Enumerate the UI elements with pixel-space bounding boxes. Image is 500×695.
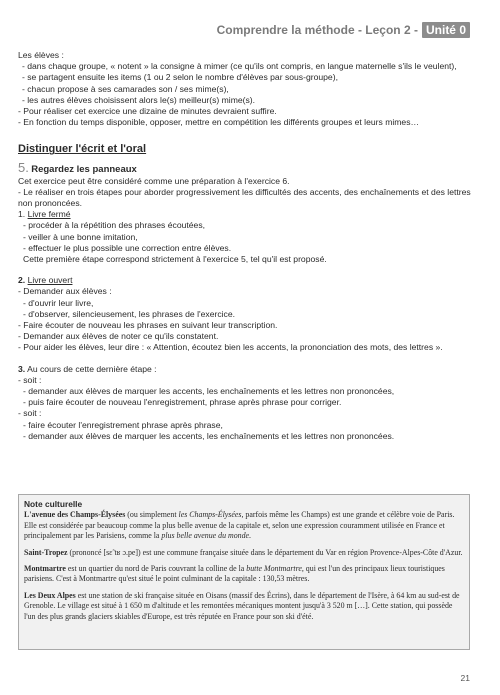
note-text: (prononcé [sɛ̃ tʁ ɔ.pe]) est une commune française située dans le département du Var en région Provence-Alpes-Côte d'Azur. bbox=[67, 547, 463, 557]
list-item: - procéder à la répétition des phrases écoutées, bbox=[23, 220, 206, 231]
note-term: L'avenue des Champs-Élysées bbox=[24, 510, 126, 520]
step1-number: 1. bbox=[18, 209, 26, 220]
lesson-title: Comprendre la méthode - Leçon 2 - bbox=[216, 23, 418, 37]
list-item: - demander aux élèves de marquer les accents, les enchaînements et les lettres non prononcées. bbox=[23, 430, 395, 441]
exercise-heading bbox=[18, 162, 474, 175]
step2-line: - Demander aux élèves de noter ce qu'ils constatent. bbox=[18, 331, 219, 342]
note-text: est un quartier du nord de Paris couvrant la colline de la bbox=[65, 564, 247, 574]
step2-label: Livre ouvert bbox=[27, 275, 73, 286]
list-item: - effectuer le plus possible une correction entre élèves. bbox=[23, 242, 232, 253]
step1-heading bbox=[18, 209, 474, 220]
exercise-number: 5. bbox=[18, 160, 29, 176]
step2-line: - Pour aider les élèves, leur dire : « Attention, écoutez bien les accents, la prononciation des mots, des lettres ». bbox=[18, 342, 443, 353]
page-number: 21 bbox=[460, 673, 470, 683]
cultural-note-title: Note culturelle bbox=[24, 499, 83, 509]
list-item: - dans chaque groupe, « notent » la consigne à mimer (ce qu'ils ont compris, en langue maternelle s'ils le veulent), bbox=[22, 61, 457, 72]
note-term: Les Deux Alpes bbox=[24, 590, 76, 600]
step2-heading bbox=[18, 275, 474, 286]
list-item: - veiller à une bonne imitation, bbox=[23, 231, 138, 242]
list-item: - faire écouter l'enregistrement phrase après phrase, bbox=[23, 419, 223, 430]
note-text: (ou simplement bbox=[125, 510, 179, 520]
step3-label: Au cours de cette dernière étape : bbox=[27, 363, 157, 374]
step3-heading bbox=[18, 364, 474, 375]
list-item: - demander aux élèves de marquer les accents, les enchaînements et les lettres non prononcées, bbox=[23, 386, 395, 397]
step2-intro: - Demander aux élèves : bbox=[18, 286, 112, 297]
list-item: - les autres élèves choisissent alors le(s) meilleur(s) mime(s). bbox=[22, 94, 256, 105]
note-paragraph-montmartre bbox=[24, 564, 464, 585]
list-item: - d'observer, silencieusement, les phrases de l'exercice. bbox=[23, 308, 236, 319]
step1-note: Cette première étape correspond strictement à l'exercice 5, tel qu'il est proposé. bbox=[23, 254, 327, 265]
option-2: - soit : bbox=[18, 408, 42, 419]
main-content bbox=[18, 50, 474, 442]
note-term: Montmartre bbox=[24, 564, 66, 574]
step1-label: Livre fermé bbox=[27, 209, 71, 220]
cultural-note-box bbox=[18, 494, 470, 650]
option-1: - soit : bbox=[18, 374, 42, 385]
note-term: Saint-Tropez bbox=[24, 547, 68, 557]
list-item: - chacun propose à ses camarades son / ses mime(s), bbox=[22, 83, 229, 94]
note-text: , parfois même les Champs) est une grande et célèbre voie de Paris. Elle est considérée par beaucoup comme la plus belle avenue de la capitale et, selon une expression couramment utilisée en France et principalement par les Parisiens, comme la bbox=[24, 510, 455, 541]
note-paragraph-champs bbox=[24, 510, 464, 541]
step2-line: - Faire écouter de nouveau les phrases en suivant leur transcription. bbox=[18, 320, 278, 331]
note-text: , qui est l'un des principaux lieux touristiques parisiens. C'est à Montmartre qu'est situé le point culminant de la capitale : 130,53 mètres. bbox=[24, 564, 445, 584]
exercise-intro: Cet exercice peut être considéré comme une préparation à l'exercice 6. bbox=[18, 175, 290, 186]
note-text: est une station de ski française située en Oisans (massif des Écrins), dans le département de l'Isère, à 64 km au sud-est de Grenoble. Le village est situé à 1 650 m d'altitude et les remontées mécaniques montent jusqu'à 3 520 m […]. Cette station, qui possède l'un des plus grands glaciers skiables d'Europe, est très réputée en France pour son ski d'été. bbox=[24, 590, 460, 621]
note-italic: les Champs-Élysées bbox=[178, 510, 242, 520]
step3-number: 3. bbox=[18, 363, 26, 374]
unit-badge: Unité 0 bbox=[422, 22, 470, 38]
page-header bbox=[217, 22, 470, 38]
exercise-intro-2: - Le réaliser en trois étapes pour aborder progressivement les difficultés des accents, des enchaînements et des lettres non prononcées. bbox=[18, 186, 471, 209]
note-paragraph-deux-alpes bbox=[24, 591, 464, 622]
list-item: - d'ouvrir leur livre, bbox=[23, 297, 94, 308]
list-item: - puis faire écouter de nouveau l'enregistrement, phrase après phrase pour corriger. bbox=[23, 397, 342, 408]
compete-line: - En fonction du temps disponible, opposer, mettre en compétition les différents groupes et leurs mimes… bbox=[18, 117, 420, 128]
list-item: - se partagent ensuite les items (1 ou 2 selon le nombre d'élèves par sous-groupe), bbox=[22, 72, 338, 83]
note-text: . bbox=[249, 531, 252, 541]
step2-number: 2. bbox=[18, 275, 26, 286]
note-italic: butte Montmartre bbox=[246, 564, 302, 574]
section-title: Distinguer l'écrit et l'oral bbox=[18, 143, 147, 156]
note-paragraph-saint-tropez bbox=[24, 548, 464, 558]
note-italic: plus belle avenue du monde bbox=[161, 531, 250, 541]
intro-line: Les élèves : bbox=[18, 50, 64, 60]
exercise-title: Regardez les panneaux bbox=[31, 164, 137, 176]
time-line: - Pour réaliser cet exercice une dizaine de minutes devraient suffire. bbox=[18, 106, 277, 117]
